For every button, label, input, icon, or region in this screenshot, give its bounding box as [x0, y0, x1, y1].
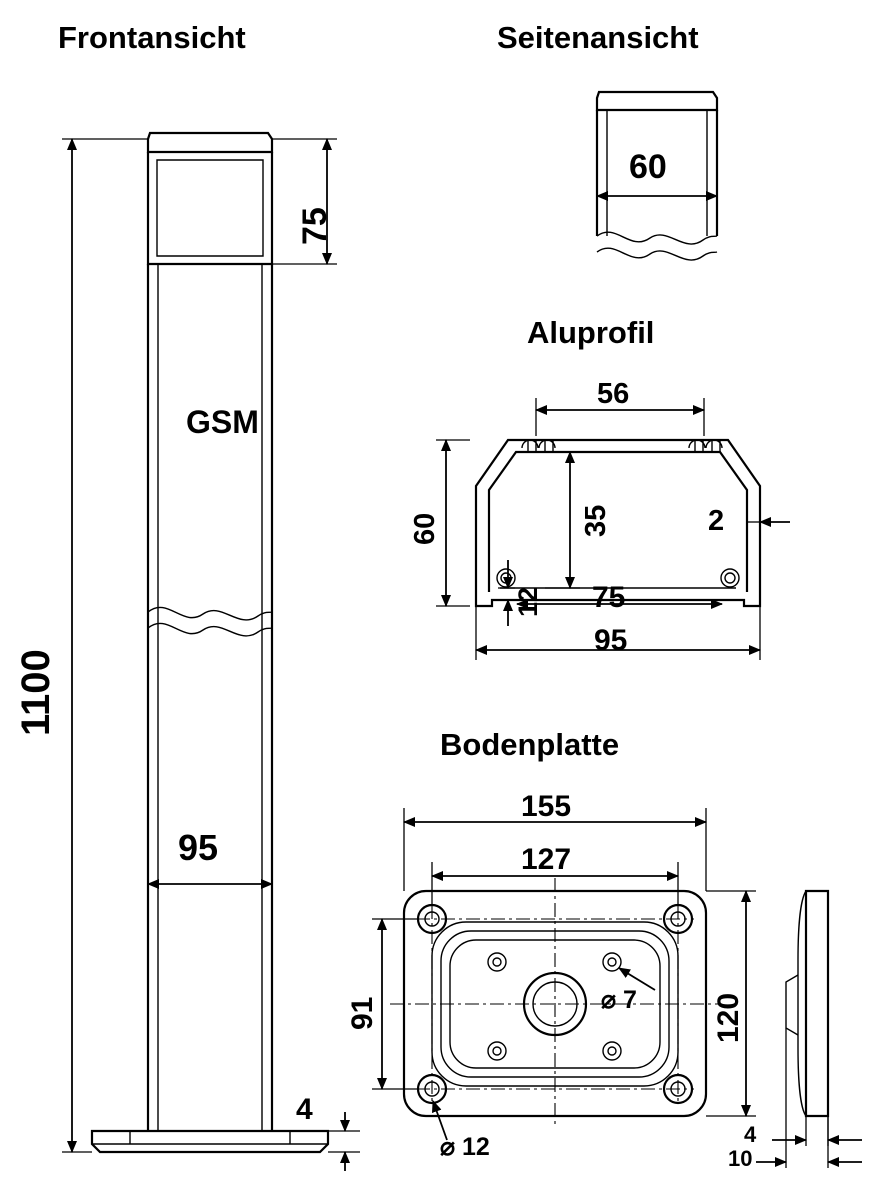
dim-alu-top-width: 56 — [597, 378, 630, 410]
dim-alu-wall: 2 — [708, 505, 725, 537]
title-side-view: Seitenansicht — [497, 20, 699, 55]
title-base-plate: Bodenplatte — [440, 727, 620, 762]
dim-plate-edge: 10 — [728, 1146, 753, 1171]
dim-plate-hole-spacing-x: 127 — [521, 843, 572, 876]
dim-front-head-height: 75 — [296, 207, 334, 245]
dim-front-plate-thickness: 4 — [296, 1093, 313, 1126]
dim-side-depth: 60 — [629, 148, 667, 186]
title-front-view: Frontansicht — [58, 20, 246, 55]
dim-front-width: 95 — [178, 827, 219, 868]
dim-plate-thickness: 4 — [744, 1122, 757, 1147]
dim-plate-height: 120 — [712, 992, 745, 1043]
alu-profile-geometry — [436, 398, 790, 660]
dim-alu-total-width: 95 — [594, 624, 628, 657]
dim-front-total-height: 1100 — [14, 649, 58, 736]
dim-plate-hole-small: ⌀ 7 — [601, 986, 637, 1014]
dim-alu-foot-height: 12 — [513, 586, 543, 617]
dim-plate-hole-large: ⌀ 12 — [440, 1133, 490, 1161]
dim-alu-inner-height: 35 — [580, 504, 612, 537]
dim-plate-width: 155 — [521, 790, 572, 823]
dim-alu-height: 60 — [409, 512, 441, 545]
label-gsm: GSM — [186, 404, 259, 440]
dim-plate-hole-spacing-y: 91 — [346, 996, 379, 1030]
front-view-geometry — [62, 133, 360, 1171]
title-alu-profile: Aluprofil — [527, 315, 655, 350]
dim-alu-inner-width: 75 — [592, 581, 626, 614]
